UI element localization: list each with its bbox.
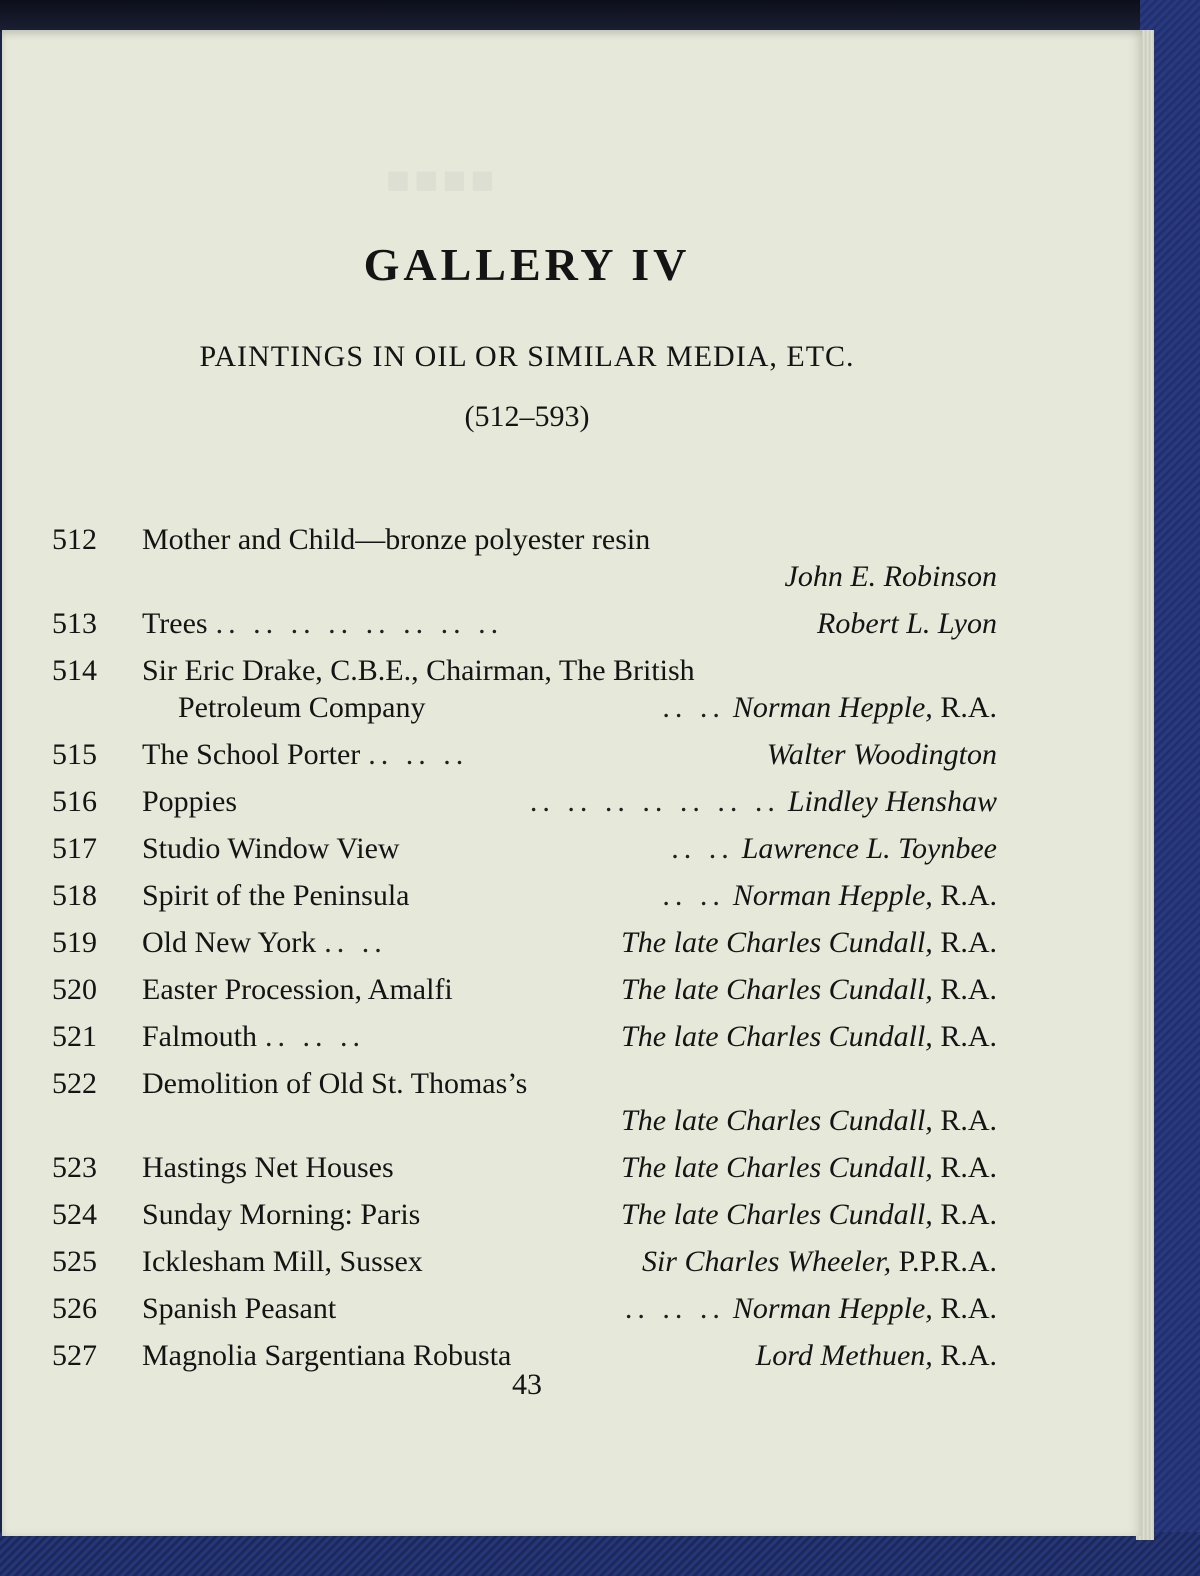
leader-dots: .. ..: [324, 926, 387, 959]
entry-title: Demolition of Old St. Thomas’s: [142, 1067, 528, 1100]
entry-honours: R.A.: [940, 1198, 997, 1231]
entry-title: Icklesham Mill, Sussex: [142, 1245, 423, 1278]
entry-artist: Lawrence L. Toynbee: [741, 832, 997, 865]
entry-title: Poppies: [142, 785, 238, 818]
entry-artist: John E. Robinson: [784, 560, 997, 593]
entry-number: 521: [52, 1020, 97, 1053]
entry-title: Hastings Net Houses: [142, 1151, 394, 1184]
entry-artist: Norman Hepple,: [732, 1292, 933, 1325]
entry-artist: Norman Hepple,: [732, 879, 933, 912]
entry-artist: Sir Charles Wheeler,: [641, 1245, 892, 1278]
entry-515: [52, 731, 997, 778]
entry-honours: R.A.: [940, 926, 997, 959]
entry-honours: R.A.: [940, 1104, 997, 1137]
entry-title: Sunday Morning: Paris: [142, 1198, 421, 1231]
entry-513: [52, 600, 997, 647]
leader-dots: .. ..: [662, 879, 725, 912]
gallery-title: GALLERY IV: [363, 239, 691, 290]
entry-523: [52, 1144, 997, 1191]
entry-number: 519: [52, 926, 97, 959]
entry-title: Studio Window View: [142, 832, 400, 865]
show-through-text: [382, 156, 495, 203]
entry-artist: The late Charles Cundall,: [621, 973, 933, 1006]
entry-number: 516: [52, 785, 97, 818]
entry-artist: Walter Woodington: [766, 738, 997, 771]
entry-title: Old New York: [142, 926, 317, 959]
leader-dots: .. .. ..: [368, 738, 469, 771]
entry-artist: The late Charles Cundall,: [621, 926, 933, 959]
entry-artist: The late Charles Cundall,: [621, 1020, 933, 1053]
entry-number: 525: [52, 1245, 97, 1278]
entry-artist: Lindley Henshaw: [787, 785, 997, 818]
entry-title: Spirit of the Peninsula: [142, 879, 410, 912]
entry-title: Falmouth: [142, 1020, 258, 1053]
entry-514: [52, 647, 997, 731]
leader-dots: .. .. .. .. .. .. .. ..: [215, 607, 504, 640]
entry-honours: P.P.R.A.: [898, 1245, 997, 1278]
entry-520: [52, 966, 997, 1013]
entry-honours: R.A.: [940, 691, 997, 724]
entry-title: Sir Eric Drake, C.B.E., Chairman, The British: [142, 654, 695, 687]
catalogue-page: [2, 30, 1142, 1536]
entry-artist: Lord Methuen,: [755, 1339, 933, 1372]
entry-number: 527: [52, 1339, 97, 1372]
entry-title: The School Porter: [142, 738, 361, 771]
entry-title: Trees: [142, 607, 208, 640]
entry-524: [52, 1191, 997, 1238]
entry-list: [52, 516, 997, 1379]
entry-honours: R.A.: [940, 879, 997, 912]
entry-516: [52, 778, 997, 825]
entry-honours: R.A.: [940, 1020, 997, 1053]
catalogue-range: (512–593): [464, 400, 590, 433]
entry-number: 513: [52, 607, 97, 640]
entry-number: 520: [52, 973, 97, 1006]
entry-title-continued: Petroleum Company: [178, 691, 426, 724]
leader-dots: .. .. ..: [265, 1020, 366, 1053]
entry-526: [52, 1285, 997, 1332]
entry-artist: Robert L. Lyon: [817, 607, 997, 640]
entry-number: 517: [52, 832, 97, 865]
entry-artist: The late Charles Cundall,: [621, 1151, 933, 1184]
entry-number: 512: [52, 523, 97, 556]
leader-dots: .. ..: [662, 691, 725, 724]
entry-honours: R.A.: [940, 1151, 997, 1184]
book-top-edge: [0, 0, 1200, 32]
entry-number: 523: [52, 1151, 97, 1184]
entry-artist: Norman Hepple,: [732, 691, 933, 724]
entry-title: Easter Procession, Amalfi: [142, 973, 453, 1006]
entry-honours: R.A.: [940, 1292, 997, 1325]
entry-number: 522: [52, 1067, 97, 1100]
entry-artist: The late Charles Cundall,: [621, 1198, 933, 1231]
entry-519: [52, 919, 997, 966]
entry-number: 515: [52, 738, 97, 771]
entry-honours: R.A.: [940, 973, 997, 1006]
leader-dots: .. .. .. .. .. .. ..: [529, 785, 780, 818]
entry-521: [52, 1013, 997, 1060]
entry-517: [52, 825, 997, 872]
entry-518: [52, 872, 997, 919]
entry-title: Mother and Child—bronze polyester resin: [142, 523, 651, 556]
entry-number: 514: [52, 654, 97, 687]
page-number: 43: [512, 1368, 542, 1401]
entry-honours: R.A.: [940, 1339, 997, 1372]
entry-525: [52, 1238, 997, 1285]
leader-dots: .. .. ..: [624, 1292, 725, 1325]
entry-number: 524: [52, 1198, 97, 1231]
book-cover-bottom: [0, 1532, 1200, 1576]
entry-artist: The late Charles Cundall,: [621, 1104, 933, 1137]
leader-dots: .. ..: [671, 832, 734, 865]
entry-title: Magnolia Sargentiana Robusta: [142, 1339, 512, 1372]
entry-number: 526: [52, 1292, 97, 1325]
section-subtitle: PAINTINGS IN OIL OR SIMILAR MEDIA, ETC.: [199, 340, 855, 373]
entry-522: [52, 1060, 997, 1144]
entry-number: 518: [52, 879, 97, 912]
entry-title: Spanish Peasant: [142, 1292, 337, 1325]
entry-512: [52, 516, 997, 600]
